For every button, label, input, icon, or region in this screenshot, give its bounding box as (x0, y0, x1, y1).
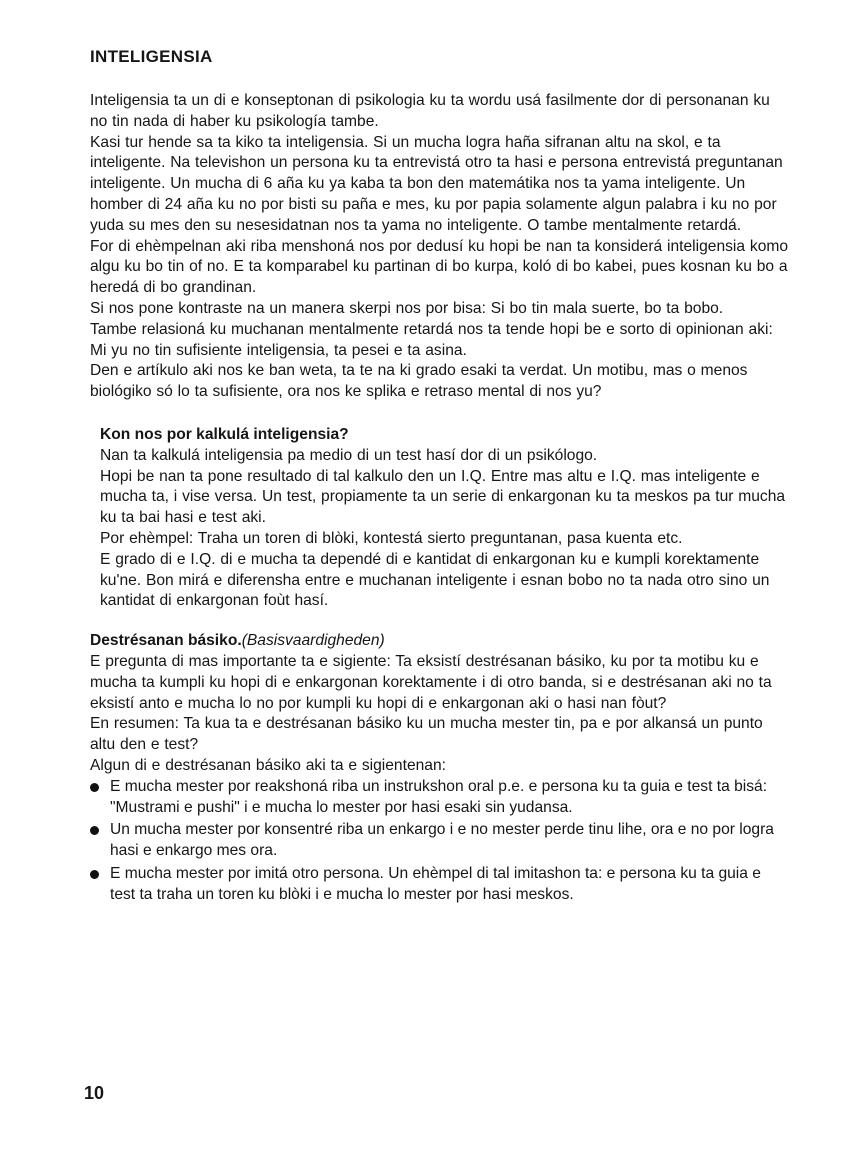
intro-paragraph: Den e artíkulo aki nos ke ban weta, ta te na ki grado esaki ta verdat. Un motibu, mas o menos biológiko só lo ta sufisiente, ora nos ke splika e retraso mental di nos yu? (90, 362, 748, 401)
section-heading-text: Destrésanan básiko. (90, 632, 242, 650)
intro-paragraph: Kasi tur hende sa ta kiko ta inteligensia. Si un mucha logra haña sifranan altu na skol, e ta inteligente. Na televishon un persona ku ta entrevistá otro ta hasi e persona entrevistá preguntanan inteligente. Un mucha di 6 aña ku ya kaba ta bon den matemátika nos ta yama inteligente. Un homber di 24 aña ku no por bisti su paña e mes, ku por papia solamente algun palabra i ku no por yuda su mes den su nesesidatnan nos ta yama no inteligente. O tambe mentalmente retardá. (90, 133, 783, 234)
section-paragraph: Nan ta kalkulá inteligensia pa medio di un test hasí dor di un psikólogo. (100, 446, 598, 464)
intro-paragraph: Si nos pone kontraste na un manera skerpi nos por bisa: Si bo tin mala suerte, bo ta bobo. (90, 299, 724, 317)
bullet-dot-icon (90, 826, 99, 835)
section-paragraph: E pregunta di mas importante ta e sigiente: Ta eksistí destrésanan básiko, ku por ta motibu ku e mucha ta kumpli ku hopi di e enkargonan korektamente i di otro banda, si e destrésanan aki no ta eksistí anto e mucha lo no por kumpli ku hopi di e enkargonan aki o hasi nan fòut? (90, 652, 772, 712)
list-item (90, 820, 790, 862)
section-paragraph: Hopi be nan ta pone resultado di tal kalkulo den un I.Q. Entre mas altu e I.Q. mas inteligente e mucha ta, i vise versa. Un test, propiamente ta un serie di enkargonan ku ta meskos pa tur mucha ku ta bai hasi e test aki. (100, 467, 786, 527)
intro-paragraph: Inteligensia ta un di e konseptonan di psikologia ku ta wordu usá fasilmente dor di personanan ku no tin nada di haber ku psikología tambe. (90, 92, 770, 130)
page-title: INTELIGENSIA (90, 47, 213, 66)
list-item-text: Un mucha mester por konsentré riba un enkargo i e no mester perde tinu lihe, ora e no por logra hasi e enkargo mes ora. (110, 821, 774, 860)
list-item (90, 777, 790, 819)
page-content (90, 47, 790, 907)
section-paragraph: Por ehèmpel: Traha un toren di blòki, kontestá sierto preguntanan, pasa kuenta etc. (100, 529, 683, 547)
list-item-text: E mucha mester por reakshoná riba un instrukshon oral p.e. e persona ku ta guia e test ta bisá: "Mustrami e pushi" i e mucha lo mester por hasi esaki sin yudansa. (110, 777, 768, 816)
bullet-dot-icon (90, 783, 99, 792)
intro-paragraph: For di ehèmpelnan aki riba menshoná nos por dedusí ku hopi be nan ta konsiderá inteligensia komo algu ku bo tin of no. E ta komparabel ku partinan di bo kurpa, koló di bo kabei, pues kosnan ku bo a heredá di bo grandinan. (90, 237, 789, 297)
section-heading-italic: (Basisvaardigheden) (241, 632, 385, 650)
section-heading: Kon nos por kalkulá inteligensia? (100, 425, 349, 443)
section-calculate (100, 425, 790, 612)
section-paragraph: E grado di e I.Q. di e mucha ta dependé di e kantidat di enkargonan ku e kumpli korektamente ku'ne. Bon mirá e diferensha entre e muchanan inteligente i esnan bobo no ta nada otro sino un kantidat di enkargonan foùt hasí. (100, 550, 770, 610)
section-basic-skills (90, 631, 790, 905)
bullet-dot-icon (90, 870, 99, 879)
intro-section (90, 91, 790, 403)
spacer (90, 403, 790, 425)
section-paragraph: Algun di e destrésanan básiko aki ta e sigientenan: (90, 756, 446, 774)
list-item-text: E mucha mester por imitá otro persona. Un ehèmpel di tal imitashon ta: e persona ku ta guia e test ta traha un toren ku blòki i e mucha lo mester por hasi meskos. (110, 864, 761, 903)
section-heading (90, 631, 790, 652)
spacer (90, 612, 790, 631)
section-paragraph: En resumen: Ta kua ta e destrésanan básiko ku un mucha mester tin, pa e por alkansá un punto altu den e test? (90, 715, 763, 754)
bullet-list (90, 777, 790, 906)
intro-paragraph: Tambe relasioná ku muchanan mentalmente retardá nos ta tende hopi be e sorto di opinionan aki: Mi yu no tin sufisiente inteligensia, ta pesei e ta asina. (90, 320, 773, 359)
list-item (90, 864, 790, 906)
page-number: 10 (84, 1083, 105, 1103)
